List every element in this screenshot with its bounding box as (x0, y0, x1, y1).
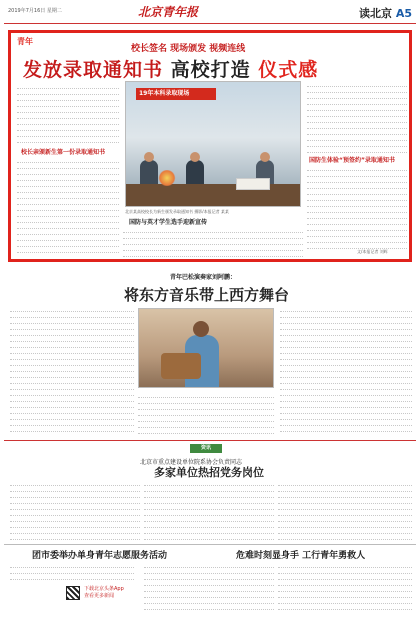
second-headline: 将东方音乐带上西方舞台 (124, 286, 290, 304)
feature-article-frame (8, 30, 412, 262)
photo-caption: 北京某高校校长为新生颁发录取通知书 摄影/本报记者 某某 (125, 209, 229, 214)
photo-person-head (260, 152, 270, 162)
bottom-right-headline: 危难时刻显身手 工行青年勇救人 (236, 551, 366, 561)
photo-person-head (190, 152, 200, 162)
second-left-text (10, 306, 134, 434)
masthead (4, 2, 416, 24)
photo-desk (126, 184, 301, 206)
section-divider (4, 544, 416, 545)
section-divider (4, 440, 416, 441)
bottom-left-text (10, 562, 134, 584)
third-text-1 (10, 480, 140, 540)
feature-photo (125, 81, 301, 207)
second-middle-text (138, 392, 274, 436)
feature-credit: 文/本报记者 刘辉 (357, 249, 388, 254)
second-right-text (280, 306, 412, 434)
newspaper-logo: 北京青年报 (138, 5, 199, 19)
third-text-2 (144, 480, 274, 540)
left-subhead: 校长亲颁新生第一份录取通知书 (21, 149, 106, 156)
newspaper-page (4, 2, 416, 618)
qr-caption (84, 586, 124, 600)
photo-person-head (144, 152, 154, 162)
third-headline: 多家单位热招党务岗位 (154, 466, 264, 479)
issue-date: 2019年7月16日 星期二 (8, 8, 62, 14)
feature-kicker: 校长签名 现场颁发 视频连线 (131, 44, 246, 54)
headline-part-3: 仪式感 (258, 59, 319, 81)
feature-headline (23, 55, 318, 82)
headline-part-2: 高校打造 (170, 59, 251, 81)
middle-column-text (123, 227, 303, 261)
musician-head (193, 321, 209, 337)
left-column-text (17, 83, 119, 143)
qr-caption-line-1: 下载北京头条App (84, 586, 124, 592)
third-text-3 (278, 480, 412, 540)
right-subhead: 国防生体验“预签约”录取通知书 (309, 157, 395, 164)
instrument (161, 353, 201, 379)
bottom-middle-text (144, 562, 274, 614)
left-column-text-2 (17, 157, 119, 257)
right-column-text-2 (307, 165, 407, 249)
bottom-right-text (278, 562, 412, 614)
news-tag: 资讯 (190, 444, 222, 453)
corner-tag: 青年 (17, 37, 33, 46)
middle-subhead: 国防与英才学生选手迎新宣传 (129, 219, 208, 226)
headline-part-1: 发放录取通知书 (23, 59, 164, 81)
right-column-text (307, 81, 407, 153)
bottom-left-headline: 团市委举办单身青年志愿服务活动 (32, 551, 168, 561)
section-name: 读北京 (358, 7, 392, 20)
second-kicker: 青年巴松演奏家刘阿鹏： (170, 274, 237, 281)
photo-flower (158, 170, 176, 186)
qr-caption-line-2: 查看更多新闻 (84, 593, 115, 599)
photo-banner: 19年本科录取现场 (136, 88, 216, 100)
third-kicker: 北京市重点建设单位院系协会负责同志 (140, 459, 243, 466)
page-number: A5 (395, 7, 412, 20)
photo-letter (236, 178, 270, 190)
musician-photo (138, 308, 274, 388)
section-label (359, 5, 412, 21)
qr-code-icon[interactable] (66, 586, 80, 600)
